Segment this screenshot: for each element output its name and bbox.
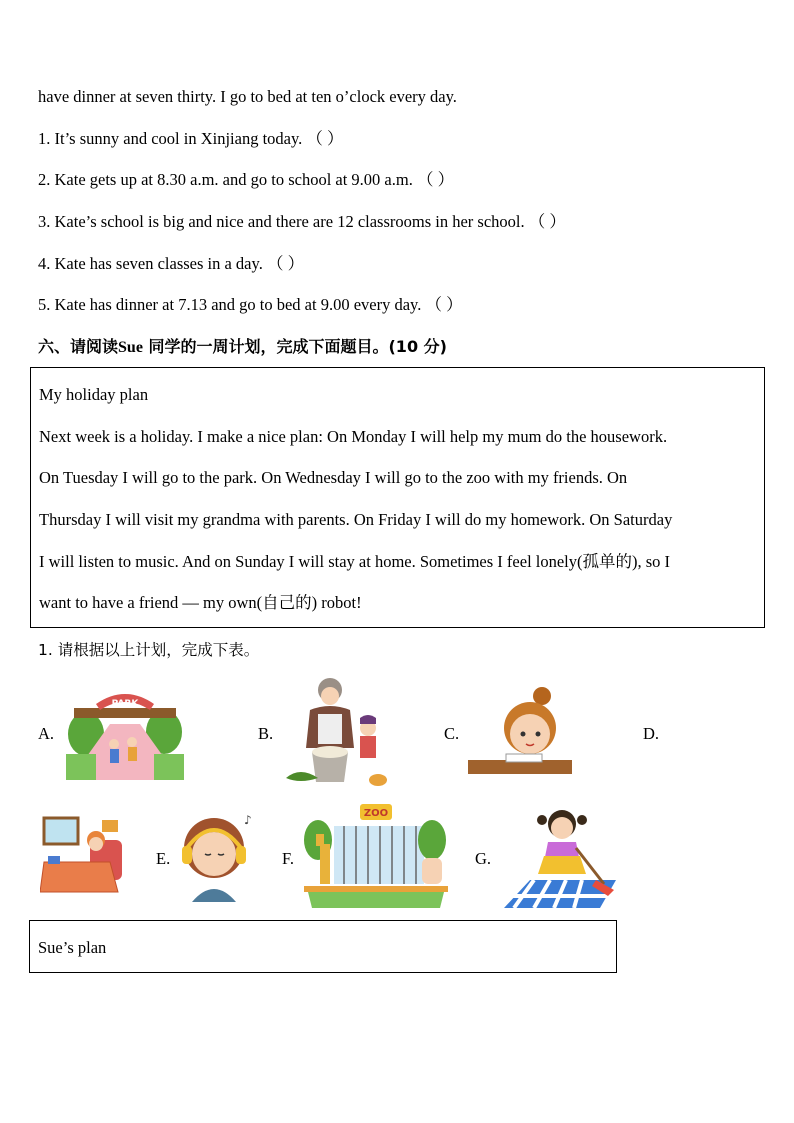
grandma-picture (284, 674, 392, 788)
question-1: 1. It’s sunny and cool in Xinjiang today. （ ） (38, 129, 344, 148)
housework-picture (504, 800, 616, 910)
question-2: 2. Kate gets up at 8.30 a.m. and go to school at 9.00 a.m. （ ） (38, 170, 455, 189)
park-picture (66, 684, 184, 780)
plan-line-1: Next week is a holiday. I make a nice plan: On Monday I will help my mum do the housework. (39, 427, 668, 446)
zoo-picture (304, 800, 448, 910)
question-3: 3. Kate’s school is big and nice and there are 12 classrooms in her school. （ ） (38, 212, 566, 231)
music-note-icon: ♪ (244, 813, 252, 827)
plan-line-4: I will listen to music. And on Sunday I will stay at home. Sometimes I feel lonely(孤单的), so I (39, 552, 671, 571)
task-1-instruction: 1. 请根据以上计划，完成下表。 (38, 641, 260, 659)
question-5: 5. Kate has dinner at 7.13 and go to bed at 9.00 every day. （ ） (38, 295, 463, 314)
plan-line-2: On Tuesday I will go to the park. On Wednesday I will go to the zoo with my friends. On (39, 468, 628, 487)
passage-end: have dinner at seven thirty. I go to bed at ten o’clock every day. (38, 87, 457, 106)
plan-line-5: want to have a friend — my own(自己的) robot! (39, 593, 362, 612)
option-c-label: C. (444, 724, 460, 743)
sues-plan-header: Sue’s plan (38, 938, 107, 957)
plan-title: My holiday plan (39, 385, 149, 404)
music-picture (178, 810, 258, 902)
option-e-label: E. (156, 849, 171, 868)
park-sign-text: PARK (111, 699, 139, 709)
section-6-suffix: 同学的一周计划，完成下面题目。(10 分) (142, 337, 447, 356)
section-6-prefix: 六、请阅读 (38, 337, 119, 356)
plan-box (30, 367, 765, 628)
section-6-name: Sue (118, 339, 143, 356)
option-d-label: D. (643, 724, 660, 743)
question-4: 4. Kate has seven classes in a day. （ ） (38, 254, 305, 273)
section-6-heading (38, 337, 447, 358)
stay-home-picture (40, 816, 126, 898)
zoo-sign-text: ZOO (363, 808, 389, 819)
option-a-label: A. (38, 724, 55, 743)
homework-picture (468, 686, 572, 778)
option-b-label: B. (258, 724, 274, 743)
sues-plan-table (29, 920, 617, 973)
option-f-label: F. (282, 849, 294, 868)
plan-line-3: Thursday I will visit my grandma with parents. On Friday I will do my homework. On Saturday (39, 510, 673, 529)
option-g-label: G. (475, 849, 492, 868)
